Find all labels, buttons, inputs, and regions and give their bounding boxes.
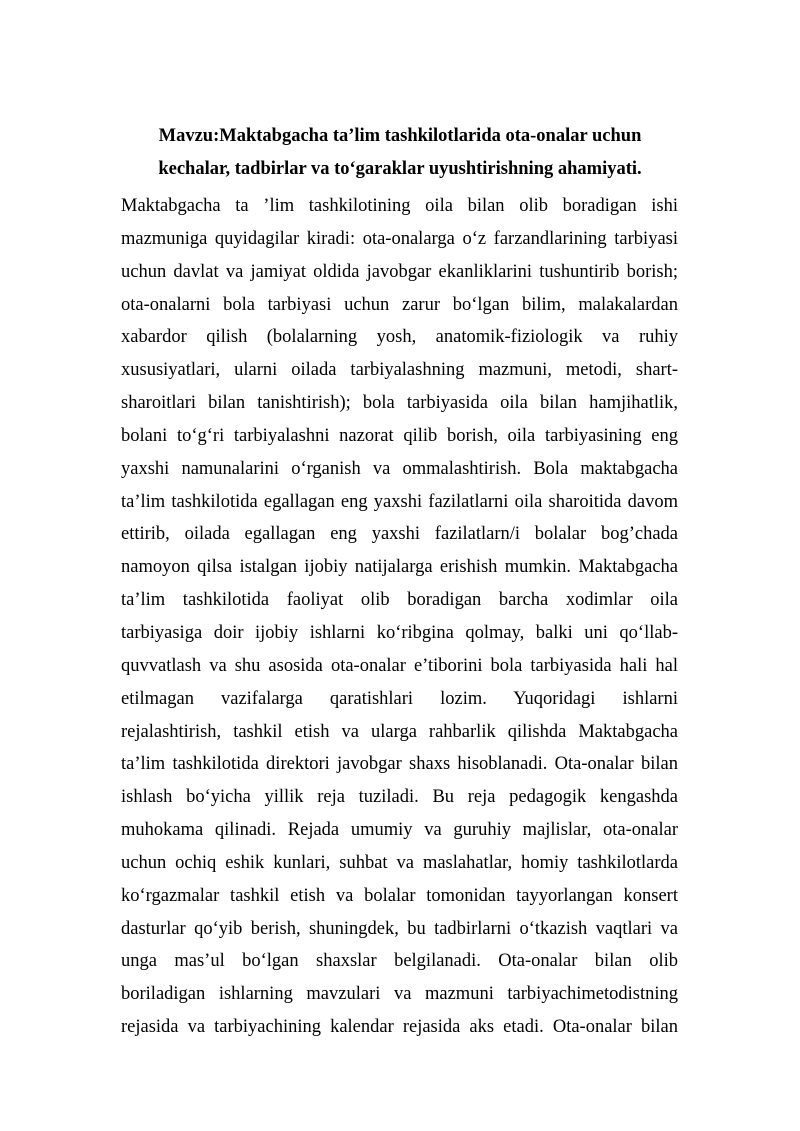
body-line: ishlash bo‘yicha yillik reja tuziladi. Bu reja pedagogik kengashda [121,787,678,808]
body-line: quvvatlash va shu asosida ota-onalar e’tiborini bola tarbiyasida hali hal [121,655,678,676]
body-line: ko‘rgazmalar tashkil etish va bolalar tomonidan tayyorlangan konsert [121,885,678,906]
body-line: etilmagan vazifalarga qaratishlari lozim. Yuqoridagi ishlarni [121,688,678,709]
body-line: xususiyatlari, ularni oilada tarbiyalashning mazmuni, metodi, shart- [121,360,678,381]
body-line: ettirib, oilada egallagan eng yaxshi fazilatlarn/i bolalar bog’chada [121,524,678,545]
body-line: yaxshi namunalarini o‘rganish va ommalashtirish. Bola maktabgacha [121,458,678,479]
body-line: mazmuniga quyidagilar kiradi: ota-onalarga o‘z farzandlarining tarbiyasi [121,228,678,249]
body-line: uchun ochiq eshik kunlari, suhbat va maslahatlar, homiy tashkilotlarda [121,852,678,873]
body-line: xabardor qilish (bolalarning yosh, anatomik-fiziologik va ruhiy [121,327,678,348]
body-line: ta’lim tashkilotida egallagan eng yaxshi fazilatlarni oila sharoitida davom [121,491,678,512]
document-title-line-1: Mavzu:Maktabgacha ta’lim tashkilotlarida ota-onalar uchun [158,126,642,146]
body-line: boriladigan ishlarning mavzulari va mazmuni tarbiyachimetodistning [121,984,678,1005]
document-body [121,190,678,1044]
body-line: bolani to‘g‘ri tarbiyalashni nazorat qilib borish, oila tarbiyasining eng [121,425,678,446]
body-line: ota-onalarni bola tarbiyasi uchun zarur bo‘lgan bilim, malakalardan [121,294,678,315]
body-line: ta’lim tashkilotida faoliyat olib boradigan barcha xodimlar oila [121,590,678,611]
body-line: uchun davlat va jamiyat oldida javobgar ekanliklarini tushuntirib borish; [121,261,678,282]
body-line: tarbiyasiga doir ijobiy ishlarni ko‘ribgina qolmay, balki uni qo‘llab- [121,622,678,643]
body-line: namoyon qilsa istalgan ijobiy natijalarga erishish mumkin. Maktabgacha [121,557,678,578]
body-line: muhokama qilinadi. Rejada umumiy va guruhiy majlislar, ota-onalar [121,820,678,841]
body-line: ta’lim tashkilotida direktori javobgar shaxs hisoblanadi. Ota-onalar bilan [121,754,678,775]
body-line: Maktabgacha ta ’lim tashkilotining oila bilan olib boradigan ishi [121,196,678,216]
body-line: unga mas’ul bo‘lgan shaxslar belgilanadi. Ota-onalar bilan olib [121,951,678,972]
body-line: rejasida va tarbiyachining kalendar rejasida aks etadi. Ota-onalar bilan [121,1017,678,1038]
body-line: dasturlar qo‘yib berish, shuningdek, bu tadbirlarni o‘tkazish vaqtlari va [121,918,678,939]
body-line: rejalashtirish, tashkil etish va ularga rahbarlik qilishda Maktabgacha [121,721,678,742]
body-line: sharoitlari bilan tanishtirish); bola tarbiyasida oila bilan hamjihatlik, [121,393,678,414]
document-title-line-2: kechalar, tadbirlar va to‘garaklar uyushtirishning ahamiyati. [158,159,642,179]
